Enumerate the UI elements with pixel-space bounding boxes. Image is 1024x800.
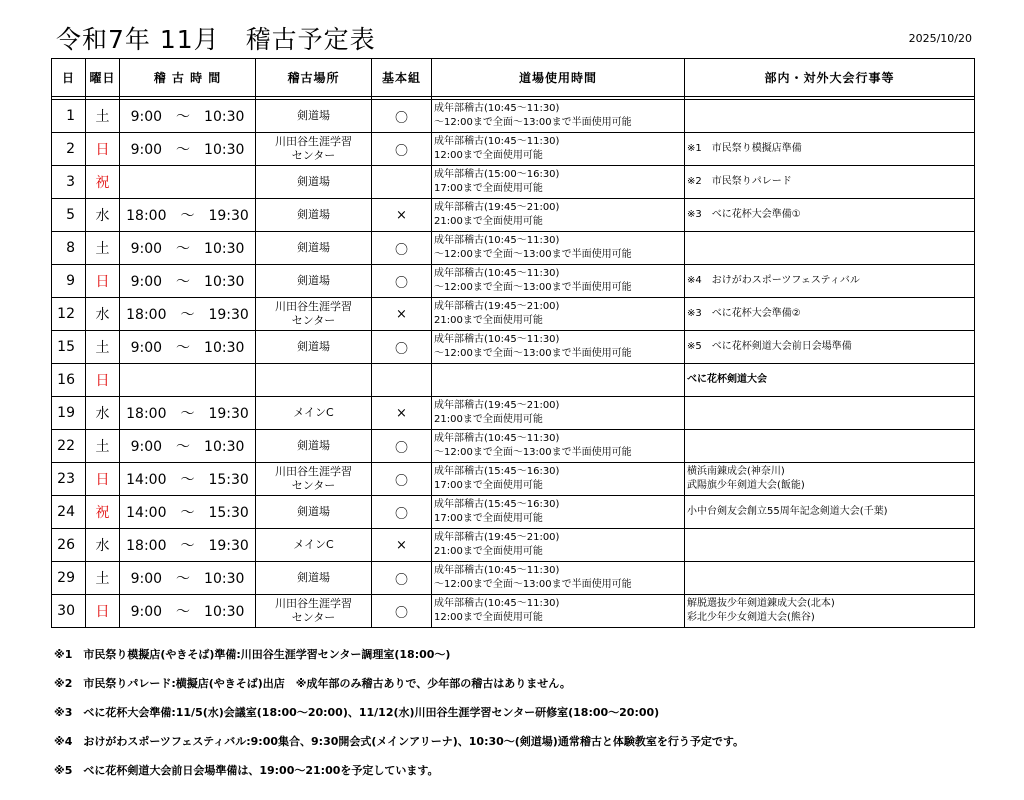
usage-cell — [432, 199, 685, 232]
place-cell — [256, 595, 372, 628]
place-line: 剣道場 — [297, 175, 330, 188]
place-cell — [256, 265, 372, 298]
footnote: ※3 べに花杯大会準備:11/5(水)会議室(18:00～20:00)、11/12(水)川田谷生涯学習センター研修室(18:00～20:00) — [54, 706, 660, 719]
event-cell — [685, 430, 975, 463]
event-cell — [685, 232, 975, 265]
table-row — [52, 100, 975, 133]
place-line: 川田谷生涯学習 — [275, 597, 352, 610]
day-cell: 2 — [52, 133, 86, 166]
usage-line: 成年部稽古(10:45～11:30) — [434, 103, 560, 114]
usage-line: 成年部稽古(10:45～11:30) — [434, 268, 560, 279]
usage-line: ～12:00まで全面～13:00まで半面使用可能 — [434, 282, 632, 293]
place-line: 剣道場 — [297, 439, 330, 452]
event-line: 解脱選抜少年剣道錬成大会(北本) — [687, 598, 835, 609]
event-line: ※5 べに花杯剣道大会前日会場準備 — [687, 341, 852, 352]
weekday-cell: 日 — [86, 595, 120, 628]
header-usage: 道場使用時間 — [432, 59, 685, 97]
table-row — [52, 133, 975, 166]
day-cell: 1 — [52, 100, 86, 133]
table-row — [52, 298, 975, 331]
place-line: センター — [291, 149, 336, 162]
place-line: 剣道場 — [297, 274, 330, 287]
event-cell — [685, 133, 975, 166]
event-cell — [685, 529, 975, 562]
usage-cell — [432, 397, 685, 430]
header-kihon: 基本組 — [372, 59, 432, 97]
header-weekday: 曜日 — [86, 59, 120, 97]
place-line: 剣道場 — [297, 571, 330, 584]
time-cell: 9:00 ～ 10:30 — [120, 562, 256, 595]
time-cell: 18:00 ～ 19:30 — [120, 397, 256, 430]
usage-cell — [432, 232, 685, 265]
place-cell — [256, 133, 372, 166]
kihon-cell: 〇 — [372, 430, 432, 463]
usage-line: 21:00まで全面使用可能 — [434, 315, 543, 326]
time-cell: 18:00 ～ 19:30 — [120, 199, 256, 232]
weekday-cell: 日 — [86, 463, 120, 496]
usage-cell — [432, 496, 685, 529]
usage-cell — [432, 562, 685, 595]
footnote: ※5 べに花杯剣道大会前日会場準備は、19:00～21:00を予定しています。 — [54, 764, 439, 777]
day-cell: 23 — [52, 463, 86, 496]
place-cell — [256, 232, 372, 265]
kihon-cell — [372, 364, 432, 397]
event-cell — [685, 496, 975, 529]
event-line: ※2 市民祭りパレード — [687, 176, 792, 187]
place-cell — [256, 364, 372, 397]
usage-cell — [432, 529, 685, 562]
usage-line: 成年部稽古(10:45～11:30) — [434, 598, 560, 609]
place-cell — [256, 199, 372, 232]
event-line: べに花杯剣道大会 — [687, 374, 767, 385]
usage-line: 成年部稽古(15:45～16:30) — [434, 466, 560, 477]
place-line: センター — [291, 314, 336, 327]
footnote: ※4 おけがわスポーツフェスティバル:9:00集合、9:30開会式(メインアリーナ)、10:30～(剣道場)通常稽古と体験教室を行う予定です。 — [54, 735, 744, 748]
footnote: ※2 市民祭りパレード:横擬店(やきそば)出店 ※成年部のみ稽古ありで、少年部の稽古はありません。 — [54, 677, 571, 690]
day-cell: 16 — [52, 364, 86, 397]
table-row — [52, 232, 975, 265]
event-cell — [685, 100, 975, 133]
time-cell: 18:00 ～ 19:30 — [120, 298, 256, 331]
kihon-cell: 〇 — [372, 595, 432, 628]
table-row — [52, 166, 975, 199]
usage-line: 21:00まで全面使用可能 — [434, 216, 543, 227]
usage-line: 成年部稽古(10:45～11:30) — [434, 235, 560, 246]
place-line: メインC — [293, 406, 334, 419]
day-cell: 15 — [52, 331, 86, 364]
place-cell — [256, 397, 372, 430]
time-cell: 9:00 ～ 10:30 — [120, 232, 256, 265]
table-row — [52, 397, 975, 430]
usage-cell — [432, 463, 685, 496]
usage-line: ～12:00まで全面～13:00まで半面使用可能 — [434, 447, 632, 458]
event-cell — [685, 199, 975, 232]
weekday-cell: 祝 — [86, 166, 120, 199]
kihon-cell: 〇 — [372, 232, 432, 265]
usage-line: ～12:00まで全面～13:00まで半面使用可能 — [434, 348, 632, 359]
place-cell — [256, 166, 372, 199]
usage-line: 成年部稽古(10:45～11:30) — [434, 433, 560, 444]
time-cell: 9:00 ～ 10:30 — [120, 100, 256, 133]
usage-line: ～12:00まで全面～13:00まで半面使用可能 — [434, 249, 632, 260]
weekday-cell: 土 — [86, 562, 120, 595]
usage-line: 17:00まで全面使用可能 — [434, 513, 543, 524]
event-line: ※4 おけがわスポーツフェスティバル — [687, 275, 860, 286]
event-cell — [685, 595, 975, 628]
usage-line: 成年部稽古(19:45～21:00) — [434, 532, 560, 543]
table-header-row — [52, 59, 975, 97]
usage-cell — [432, 331, 685, 364]
table-row — [52, 265, 975, 298]
table-row — [52, 463, 975, 496]
event-cell — [685, 562, 975, 595]
event-line: 彩北少年少女剣道大会(熊谷) — [687, 612, 815, 623]
usage-line: 21:00まで全面使用可能 — [434, 414, 543, 425]
event-cell — [685, 166, 975, 199]
time-cell: 9:00 ～ 10:30 — [120, 331, 256, 364]
place-line: センター — [291, 479, 336, 492]
kihon-cell: 〇 — [372, 100, 432, 133]
place-line: メインC — [293, 538, 334, 551]
place-line: 川田谷生涯学習 — [275, 135, 352, 148]
weekday-cell: 土 — [86, 100, 120, 133]
usage-line: 成年部稽古(10:45～11:30) — [434, 334, 560, 345]
day-cell: 30 — [52, 595, 86, 628]
event-line: ※3 べに花杯大会準備① — [687, 209, 801, 220]
usage-line: 成年部稽古(15:00～16:30) — [434, 169, 560, 180]
time-cell: 9:00 ～ 10:30 — [120, 595, 256, 628]
time-cell: 9:00 ～ 10:30 — [120, 265, 256, 298]
event-cell — [685, 265, 975, 298]
usage-line: 17:00まで全面使用可能 — [434, 480, 543, 491]
place-line: 剣道場 — [297, 241, 330, 254]
place-line: 川田谷生涯学習 — [275, 300, 352, 313]
time-cell: 9:00 ～ 10:30 — [120, 133, 256, 166]
weekday-cell: 土 — [86, 232, 120, 265]
time-cell: 14:00 ～ 15:30 — [120, 463, 256, 496]
header-day: 日 — [52, 59, 86, 97]
kihon-cell: × — [372, 397, 432, 430]
day-cell: 12 — [52, 298, 86, 331]
weekday-cell: 祝 — [86, 496, 120, 529]
usage-cell — [432, 133, 685, 166]
kihon-cell: × — [372, 199, 432, 232]
place-line: 剣道場 — [297, 340, 330, 353]
header-time: 稽 古 時 間 — [120, 59, 256, 97]
kihon-cell: 〇 — [372, 496, 432, 529]
time-cell: 9:00 ～ 10:30 — [120, 430, 256, 463]
table-row — [52, 364, 975, 397]
kihon-cell: × — [372, 529, 432, 562]
table-row — [52, 595, 975, 628]
weekday-cell: 日 — [86, 133, 120, 166]
time-cell — [120, 166, 256, 199]
usage-line: 12:00まで全面使用可能 — [434, 612, 543, 623]
usage-line: 17:00まで全面使用可能 — [434, 183, 543, 194]
usage-line: 成年部稽古(19:45～21:00) — [434, 301, 560, 312]
day-cell: 24 — [52, 496, 86, 529]
usage-cell — [432, 364, 685, 397]
usage-line: 成年部稽古(19:45～21:00) — [434, 202, 560, 213]
usage-line: 成年部稽古(10:45～11:30) — [434, 136, 560, 147]
usage-line: ～12:00まで全面～13:00まで半面使用可能 — [434, 579, 632, 590]
place-line: 川田谷生涯学習 — [275, 465, 352, 478]
place-cell — [256, 298, 372, 331]
event-line: 小中台剣友会創立55周年記念剣道大会(千葉) — [687, 506, 888, 517]
place-line: 剣道場 — [297, 208, 330, 221]
usage-line: 成年部稽古(10:45～11:30) — [434, 565, 560, 576]
header-events: 部内・対外大会行事等 — [685, 59, 975, 97]
event-line: 武陽旗少年剣道大会(飯能) — [687, 480, 805, 491]
header-place: 稽古場所 — [256, 59, 372, 97]
usage-line: 21:00まで全面使用可能 — [434, 546, 543, 557]
usage-cell — [432, 265, 685, 298]
usage-cell — [432, 166, 685, 199]
day-cell: 9 — [52, 265, 86, 298]
event-cell — [685, 364, 975, 397]
place-cell — [256, 463, 372, 496]
weekday-cell: 土 — [86, 331, 120, 364]
day-cell: 26 — [52, 529, 86, 562]
place-cell — [256, 430, 372, 463]
kihon-cell: × — [372, 298, 432, 331]
weekday-cell: 水 — [86, 298, 120, 331]
table-row — [52, 199, 975, 232]
weekday-cell: 日 — [86, 364, 120, 397]
kihon-cell: 〇 — [372, 562, 432, 595]
usage-line: 成年部稽古(19:45～21:00) — [434, 400, 560, 411]
usage-cell — [432, 595, 685, 628]
weekday-cell: 水 — [86, 199, 120, 232]
usage-cell — [432, 100, 685, 133]
place-line: 剣道場 — [297, 109, 330, 122]
day-cell: 29 — [52, 562, 86, 595]
time-cell: 14:00 ～ 15:30 — [120, 496, 256, 529]
usage-cell — [432, 430, 685, 463]
weekday-cell: 水 — [86, 397, 120, 430]
table-row — [52, 496, 975, 529]
weekday-cell: 日 — [86, 265, 120, 298]
schedule-table — [51, 58, 975, 628]
day-cell: 8 — [52, 232, 86, 265]
place-cell — [256, 562, 372, 595]
table-row — [52, 430, 975, 463]
table-row — [52, 562, 975, 595]
kihon-cell: 〇 — [372, 133, 432, 166]
day-cell: 5 — [52, 199, 86, 232]
place-line: 剣道場 — [297, 505, 330, 518]
issue-date: 2025/10/20 — [908, 32, 972, 45]
event-cell — [685, 397, 975, 430]
footnotes — [54, 646, 994, 791]
day-cell: 22 — [52, 430, 86, 463]
day-cell: 19 — [52, 397, 86, 430]
kihon-cell: 〇 — [372, 463, 432, 496]
place-line: センター — [291, 611, 336, 624]
time-cell: 18:00 ～ 19:30 — [120, 529, 256, 562]
usage-line: 12:00まで全面使用可能 — [434, 150, 543, 161]
weekday-cell: 水 — [86, 529, 120, 562]
event-line: 横浜南錬成会(神奈川) — [687, 466, 785, 477]
weekday-cell: 土 — [86, 430, 120, 463]
kihon-cell — [372, 166, 432, 199]
event-cell — [685, 331, 975, 364]
event-cell — [685, 463, 975, 496]
kihon-cell: 〇 — [372, 265, 432, 298]
place-cell — [256, 529, 372, 562]
page-title: 令和7年 11月 稽古予定表 — [56, 25, 376, 54]
place-cell — [256, 100, 372, 133]
day-cell: 3 — [52, 166, 86, 199]
table-row — [52, 331, 975, 364]
event-cell — [685, 298, 975, 331]
event-line: ※3 べに花杯大会準備② — [687, 308, 801, 319]
table-row — [52, 529, 975, 562]
time-cell — [120, 364, 256, 397]
usage-line: 成年部稽古(15:45～16:30) — [434, 499, 560, 510]
usage-line: ～12:00まで全面～13:00まで半面使用可能 — [434, 117, 632, 128]
kihon-cell: 〇 — [372, 331, 432, 364]
place-cell — [256, 331, 372, 364]
event-line: ※1 市民祭り模擬店準備 — [687, 143, 802, 154]
footnote: ※1 市民祭り模擬店(やきそば)準備:川田谷生涯学習センター調理室(18:00～) — [54, 648, 451, 661]
place-cell — [256, 496, 372, 529]
usage-cell — [432, 298, 685, 331]
